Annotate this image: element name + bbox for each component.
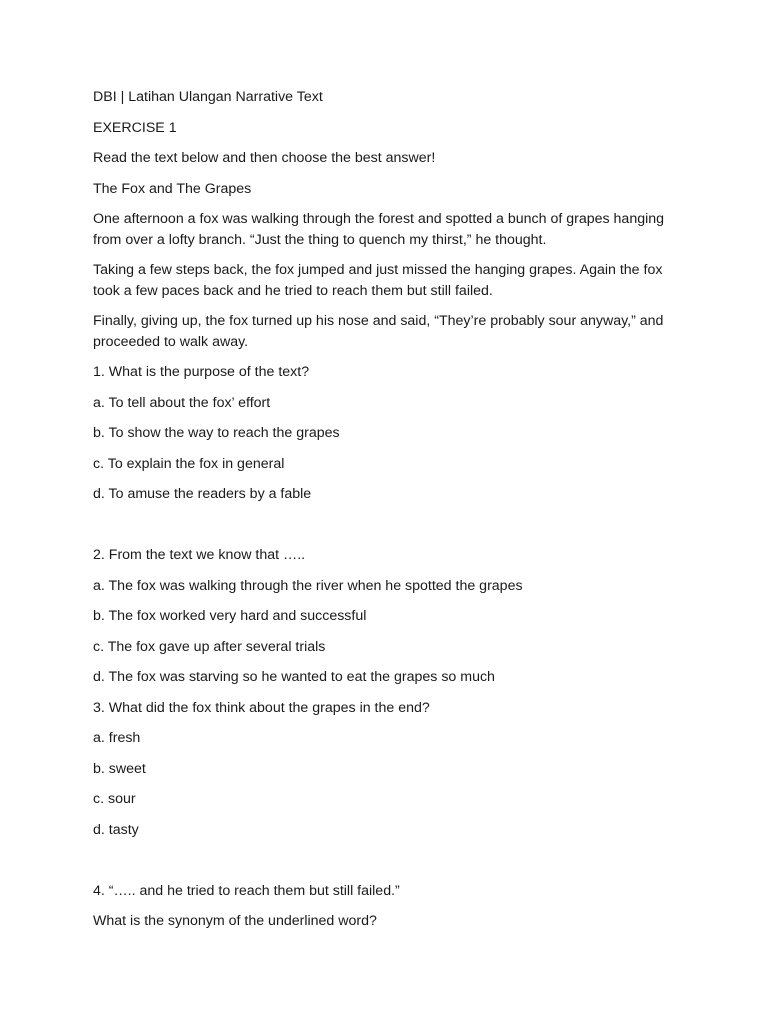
- question-3-option-d: d. tasty: [93, 821, 139, 838]
- question-4: 4. “….. and he tried to reach them but still failed.”: [93, 882, 400, 899]
- spacer: [93, 515, 673, 546]
- question-1: 1. What is the purpose of the text?: [93, 364, 310, 380]
- question-2-option-b: b. The fox worked very hard and successful: [93, 608, 367, 624]
- question-4-prompt: What is the synonym of the underlined word?: [93, 913, 377, 929]
- document-header: DBI | Latihan Ulangan Narrative Text: [93, 89, 323, 105]
- question-2: 2. From the text we know that …..: [93, 547, 306, 563]
- story-paragraph: Finally, giving up, the fox turned up his nose and said, “They’re probably sour anyway,” and proceeded to walk away.: [93, 313, 664, 350]
- question-3-option-c: c. sour: [93, 791, 136, 807]
- question-3-option-a: a. fresh: [93, 730, 141, 746]
- question-2-option-a: a. The fox was walking through the river when he spotted the grapes: [93, 577, 523, 594]
- question-1-option-c: c. To explain the fox in general: [93, 455, 285, 472]
- exercise-heading: EXERCISE 1: [93, 119, 177, 136]
- instruction-text: Read the text below and then choose the best answer!: [93, 150, 436, 166]
- question-3: 3. What did the fox think about the grapes in the end?: [93, 699, 430, 716]
- question-1-option-a: a. To tell about the fox’ effort: [93, 394, 271, 411]
- question-2-option-d: d. The fox was starving so he wanted to eat the grapes so much: [93, 669, 495, 685]
- story-paragraph: Taking a few steps back, the fox jumped and just missed the hanging grapes. Again the fox took a few paces back and he tried to reach them but still failed.: [93, 262, 663, 299]
- question-1-option-d: d. To amuse the readers by a fable: [93, 486, 312, 502]
- question-3-option-b: b. sweet: [93, 760, 146, 777]
- story-paragraph: One afternoon a fox was walking through the forest and spotted a bunch of grapes hanging from over a lofty branch. “Just the thing to quench my thirst,” he thought.: [93, 211, 665, 248]
- question-2-option-c: c. The fox gave up after several trials: [93, 638, 326, 655]
- question-1-option-b: b. To show the way to reach the grapes: [93, 425, 340, 441]
- document-page: [93, 87, 673, 942]
- spacer: [93, 850, 673, 881]
- story-title: The Fox and The Grapes: [93, 180, 252, 197]
